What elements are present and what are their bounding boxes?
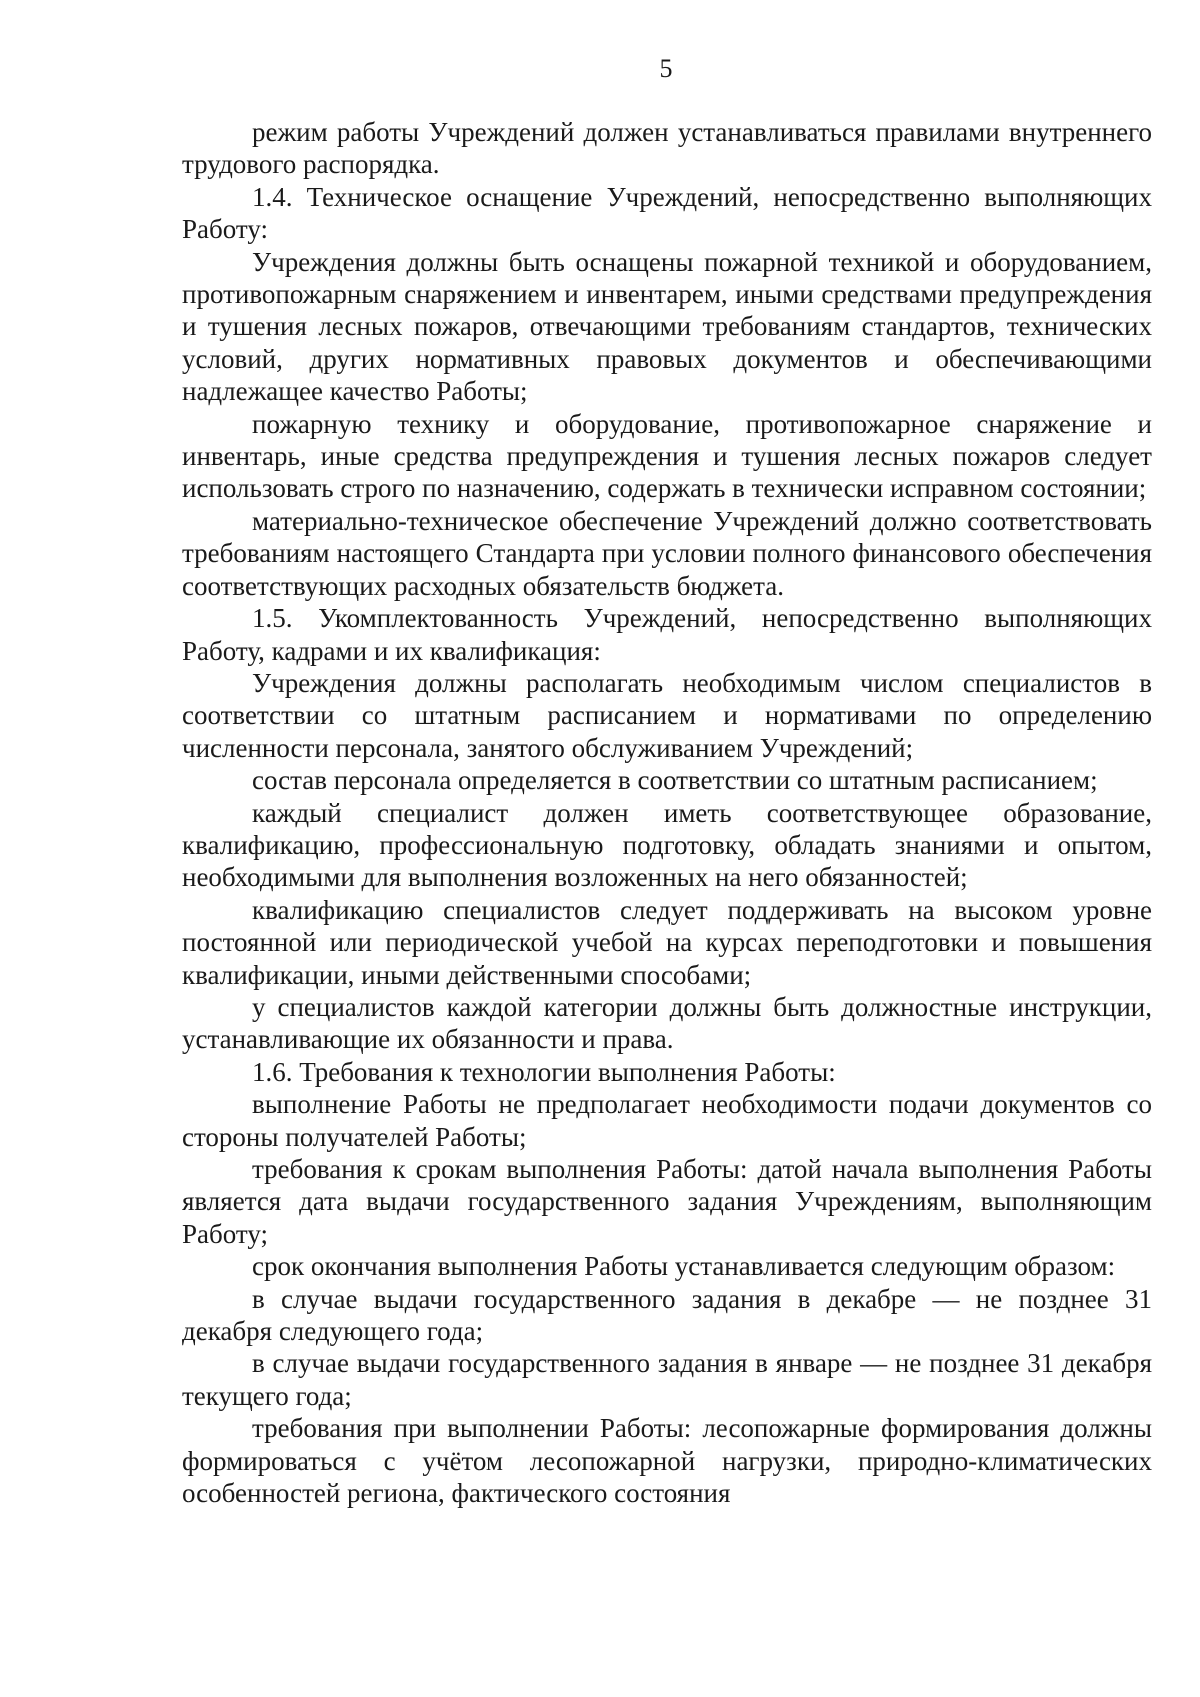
document-body (182, 116, 1152, 1509)
paragraph: выполнение Работы не предполагает необходимости подачи документов со стороны получателей Работы; (182, 1089, 1152, 1152)
paragraph: пожарную технику и оборудование, противопожарное снаряжение и инвентарь, иные средства предупреждения и тушения лесных пожаров следует использовать строго по назначению, содержать в технически исправном состоянии; (182, 408, 1152, 504)
paragraph: режим работы Учреждений должен устанавливаться правилами внутреннего трудового распорядка. (182, 117, 1152, 180)
paragraph: требования при выполнении Работы: лесопожарные формирования должны формироваться с учётом лесопожарной нагрузки, природно-климатических особенностей региона, фактического состояния (182, 1413, 1152, 1509)
page-number: 5 (659, 54, 673, 83)
paragraph: требования к срокам выполнения Работы: датой начала выполнения Работы является дата выдачи государственного задания Учреждениям, выполняющим Работу; (182, 1154, 1152, 1249)
paragraph: Учреждения должны располагать необходимым числом специалистов в соответствии со штатным расписанием и нормативами по определению численности персонала, занятого обслуживанием Учреждений; (182, 667, 1152, 763)
paragraph: состав персонала определяется в соответствии со штатным расписанием; (252, 765, 1098, 796)
paragraph: каждый специалист должен иметь соответствующее образование, квалификацию, профессиональную подготовку, обладать знаниями и опытом, необходимыми для выполнения возложенных на него обязанностей; (182, 797, 1152, 893)
paragraph: в случае выдачи государственного задания в декабре — не позднее 31 декабря следующего года; (182, 1283, 1152, 1347)
paragraph: в случае выдачи государственного задания в январе — не позднее 31 декабря текущего года; (182, 1348, 1152, 1411)
paragraph: срок окончания выполнения Работы устанавливается следующим образом: (252, 1251, 1116, 1282)
paragraph: Учреждения должны быть оснащены пожарной техникой и оборудованием, противопожарным снаряжением и инвентарем, иными средствами предупреждения и тушения лесных пожаров, отвечающими требованиям стандартов, технических условий, других нормативных правовых документов и обеспечивающими надлежащее качество Работы; (182, 246, 1152, 407)
paragraph: материально-техническое обеспечение Учреждений должно соответствовать требованиям настоящего Стандарта при условии полного финансового обеспечения соответствующих расходных обязательств бюджета. (182, 505, 1152, 601)
paragraph: у специалистов каждой категории должны быть должностные инструкции, устанавливающие их обязанности и права. (182, 991, 1152, 1055)
paragraph: квалификацию специалистов следует поддерживать на высоком уровне постоянной или периодической учебой на курсах переподготовки и повышения квалификации, иными действенными способами; (182, 894, 1152, 990)
section-heading: 1.4. Техническое оснащение Учреждений, непосредственно выполняющих Работу: (182, 181, 1152, 245)
section-heading: 1.6. Требования к технологии выполнения Работы: (252, 1056, 836, 1087)
section-heading: 1.5. Укомплектованность Учреждений, непосредственно выполняющих Работу, кадрами и их квалификация: (182, 603, 1152, 666)
